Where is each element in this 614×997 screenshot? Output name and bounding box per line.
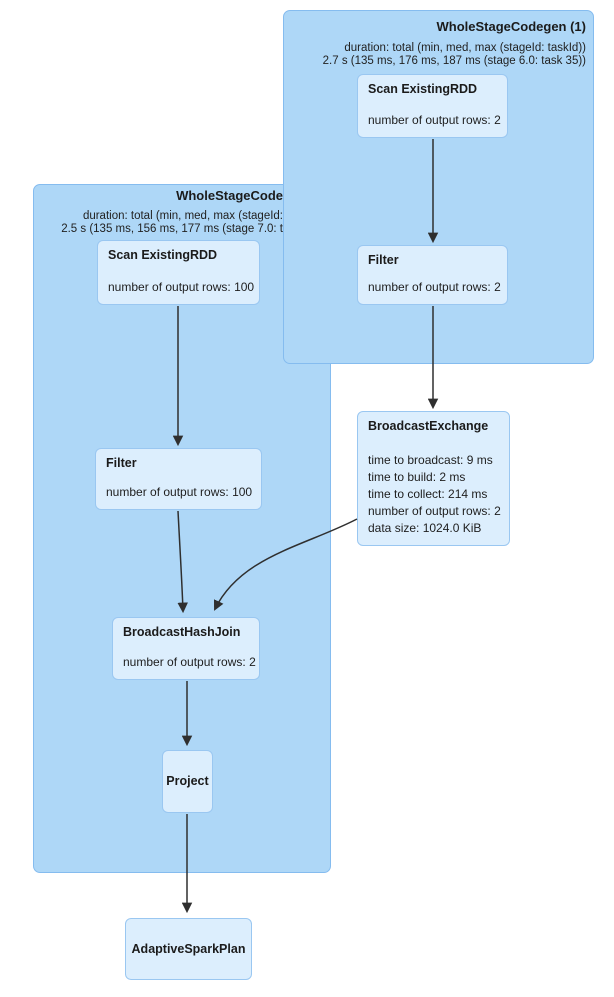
node-title: Scan ExistingRDD: [108, 248, 218, 262]
node-broadcasthashjoin: [112, 617, 260, 680]
node-metric: number of output rows: 2: [368, 113, 501, 127]
cluster-wholestagecodegen-2-duration-value: 2.5 s (135 ms, 156 ms, 177 ms (stage 7.0: t: [61, 223, 283, 235]
node-filter-2: [95, 448, 262, 510]
node-metric: time to collect: 214 ms: [368, 487, 488, 501]
node-project: [162, 750, 213, 813]
node-scan-existingrdd-2: [97, 240, 260, 305]
node-filter-1: [357, 245, 508, 305]
node-metric: number of output rows: 100: [108, 280, 255, 294]
node-metric: time to build: 2 ms: [368, 470, 466, 484]
node-title: Project: [166, 774, 209, 788]
node-title: Filter: [106, 456, 137, 470]
cluster-wholestagecodegen-1-duration-label: duration: total (min, med, max (stageId: taskId)): [344, 42, 586, 54]
cluster-wholestagecodegen-2-title: WholeStageCode: [176, 188, 283, 203]
node-metric: time to broadcast: 9 ms: [368, 453, 493, 467]
node-metric: number of output rows: 2: [368, 280, 501, 294]
node-metric: number of output rows: 2: [368, 504, 501, 518]
node-title: Filter: [368, 253, 399, 267]
node-title: BroadcastHashJoin: [123, 625, 241, 639]
node-metric: number of output rows: 100: [106, 485, 253, 499]
node-adaptivesparkplan: [125, 918, 252, 980]
node-metric: data size: 1024.0 KiB: [368, 521, 482, 535]
node-title: BroadcastExchange: [368, 419, 489, 433]
node-scan-existingrdd-1: [357, 74, 508, 138]
node-broadcastexchange: [357, 411, 510, 546]
cluster-wholestagecodegen-1-title: WholeStageCodegen (1): [436, 19, 586, 34]
cluster-wholestagecodegen-2-duration-label: duration: total (min, med, max (stageId:: [82, 210, 283, 222]
node-metric: number of output rows: 2: [123, 655, 256, 669]
node-metrics-list: [368, 452, 499, 537]
node-title: Scan ExistingRDD: [368, 82, 478, 96]
cluster-wholestagecodegen-1-duration-value: 2.7 s (135 ms, 176 ms, 187 ms (stage 6.0: task 35)): [322, 55, 586, 67]
node-title: AdaptiveSparkPlan: [131, 941, 246, 956]
